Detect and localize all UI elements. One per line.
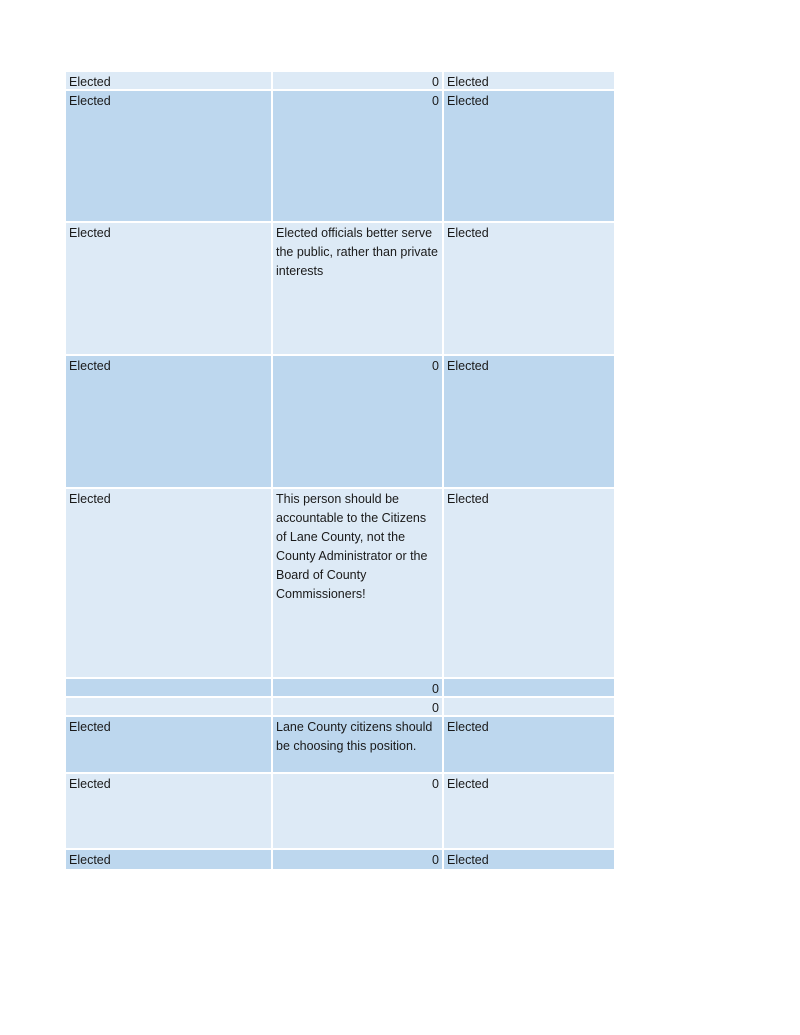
table-cell[interactable] <box>444 698 614 715</box>
table-cell[interactable]: Elected <box>66 91 273 221</box>
table-row <box>66 356 614 489</box>
table-cell[interactable] <box>66 679 273 696</box>
table-cell[interactable]: This person should be accountable to the Citizens of Lane County, not the County Administrator or the Board of County Commissioners! <box>273 489 444 677</box>
table-cell[interactable]: Elected <box>66 717 273 772</box>
table-cell[interactable]: 0 <box>273 356 444 487</box>
table-cell[interactable]: Elected <box>447 226 489 240</box>
table-cell[interactable]: 0 <box>273 774 444 848</box>
table-row <box>66 91 614 223</box>
table-row <box>66 489 614 679</box>
table-cell[interactable]: Elected <box>66 223 273 354</box>
table-cell[interactable]: Elected <box>66 774 273 848</box>
table-cell[interactable]: 0 <box>273 698 444 715</box>
table-cell[interactable]: 0 <box>273 679 444 696</box>
table-row <box>66 223 614 356</box>
table-row <box>66 774 614 850</box>
table-row <box>66 698 614 717</box>
table-cell[interactable]: Elected officials better serve the public, rather than private interests <box>273 223 444 354</box>
table-cell[interactable]: 0 <box>273 91 444 221</box>
table-cell[interactable]: Lane County citizens should be choosing this position. <box>273 717 444 772</box>
table-row <box>66 717 614 774</box>
table-row <box>66 850 614 869</box>
table-cell[interactable]: Elected <box>447 853 489 867</box>
table-cell[interactable]: Elected <box>66 72 273 89</box>
table-cell[interactable]: Elected <box>447 492 489 506</box>
table-row <box>66 72 614 91</box>
table-cell[interactable] <box>66 698 273 715</box>
table-cell[interactable]: Elected <box>447 359 489 373</box>
table-cell[interactable]: Elected <box>66 356 273 487</box>
table-cell[interactable]: 0 <box>273 850 444 869</box>
table-cell[interactable] <box>444 679 614 696</box>
table-cell[interactable]: 0 <box>273 72 444 89</box>
table-cell[interactable]: Elected <box>66 850 273 869</box>
spreadsheet-table <box>66 72 614 869</box>
table-cell[interactable]: Elected <box>447 75 489 89</box>
table-row <box>66 679 614 698</box>
table-cell[interactable]: Elected <box>447 777 489 791</box>
table-cell[interactable]: Elected <box>66 489 273 677</box>
table-cell[interactable]: Elected <box>447 720 489 734</box>
table-cell[interactable]: Elected <box>447 94 489 108</box>
